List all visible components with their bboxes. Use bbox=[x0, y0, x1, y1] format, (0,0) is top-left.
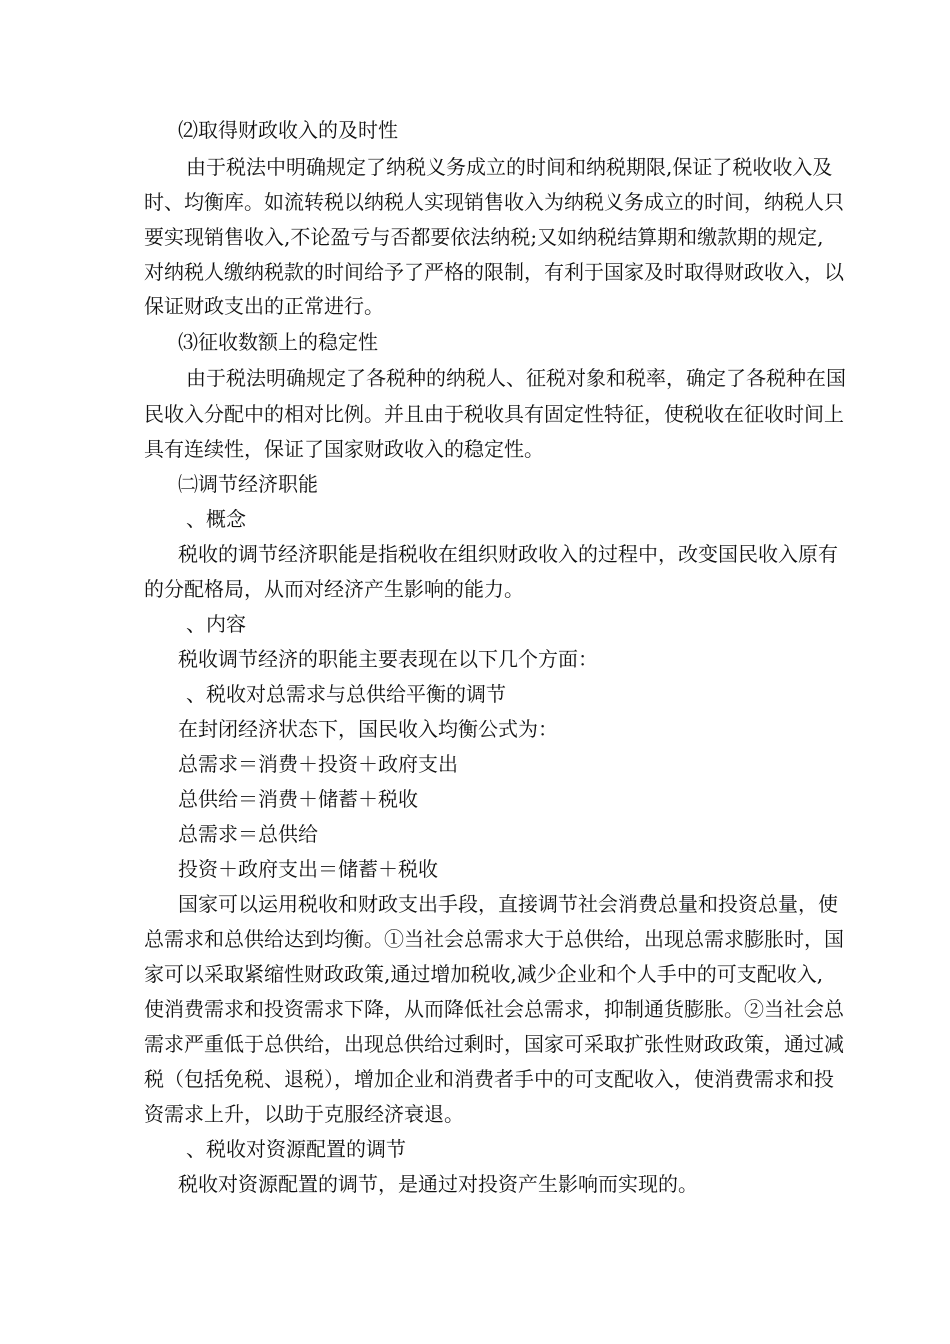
paragraph-line: 对纳税人缴纳税款的时间给予了严格的限制，有利于国家及时取得财政收入，以 bbox=[144, 260, 844, 284]
section-heading-timeliness: ⑵取得财政收入的及时性 bbox=[178, 118, 398, 142]
paragraph-line: 具有连续性，保证了国家财政收入的稳定性。 bbox=[144, 437, 544, 461]
paragraph-line: 使消费需求和投资需求下降，从而降低社会总需求，抑制通货膨胀。②当社会总 bbox=[144, 997, 844, 1021]
paragraph-line: 税收对资源配置的调节，是通过对投资产生影响而实现的。 bbox=[178, 1172, 698, 1196]
paragraph-line: 的分配格局，从而对经济产生影响的能力。 bbox=[144, 577, 524, 601]
formula-line: 总需求＝总供给 bbox=[178, 822, 318, 846]
paragraph-line: 家可以采取紧缩性财政政策,通过增加税收,减少企业和个人手中的可支配收入, bbox=[144, 962, 824, 986]
formula-line: 总供给＝消费＋储蓄＋税收 bbox=[178, 787, 418, 811]
paragraph-line: 资需求上升，以助于克服经济衰退。 bbox=[144, 1102, 464, 1126]
paragraph-line: 税收的调节经济职能是指税收在组织财政收入的过程中，改变国民收入原有 bbox=[178, 542, 838, 566]
paragraph-line: 总需求和总供给达到均衡。①当社会总需求大于总供给，出现总需求膨胀时，国 bbox=[144, 927, 844, 951]
subsection-heading-resource-allocation: 、税收对资源配置的调节 bbox=[186, 1137, 406, 1161]
paragraph-line: 要实现销售收入,不论盈亏与否都要依法纳税;又如纳税结算期和缴款期的规定, bbox=[144, 225, 824, 249]
paragraph-line: 在封闭经济状态下，国民收入均衡公式为： bbox=[178, 717, 558, 741]
content-heading: 、内容 bbox=[186, 612, 246, 636]
paragraph-line: 保证财政支出的正常进行。 bbox=[144, 294, 384, 318]
formula-line: 投资＋政府支出＝储蓄＋税收 bbox=[178, 857, 438, 881]
paragraph-line: 税收调节经济的职能主要表现在以下几个方面： bbox=[178, 647, 598, 671]
formula-line: 总需求＝消费＋投资＋政府支出 bbox=[178, 752, 458, 776]
paragraph-line: 国家可以运用税收和财政支出手段，直接调节社会消费总量和投资总量，使 bbox=[178, 892, 838, 916]
paragraph-line: 时、均衡库。如流转税以纳税人实现销售收入为纳税义务成立的时间，纳税人只 bbox=[144, 190, 844, 214]
part-heading-regulation: ㈡调节经济职能 bbox=[178, 472, 318, 496]
paragraph-line: 由于税法明确规定了各税种的纳税人、征税对象和税率，确定了各税种在国 bbox=[186, 366, 846, 390]
paragraph-line: 由于税法中明确规定了纳税义务成立的时间和纳税期限,保证了税收收入及 bbox=[186, 155, 833, 179]
subsection-heading-demand-supply: 、税收对总需求与总供给平衡的调节 bbox=[186, 682, 506, 706]
paragraph-line: 需求严重低于总供给，出现总供给过剩时，国家可采取扩张性财政政策，通过减 bbox=[144, 1032, 844, 1056]
paragraph-line: 民收入分配中的相对比例。并且由于税收具有固定性特征，使税收在征收时间上 bbox=[144, 402, 844, 426]
paragraph-line: 税（包括免税、退税），增加企业和消费者手中的可支配收入，使消费需求和投 bbox=[144, 1067, 834, 1091]
concept-heading: 、概念 bbox=[186, 507, 246, 531]
section-heading-stability: ⑶征收数额上的稳定性 bbox=[178, 330, 378, 354]
